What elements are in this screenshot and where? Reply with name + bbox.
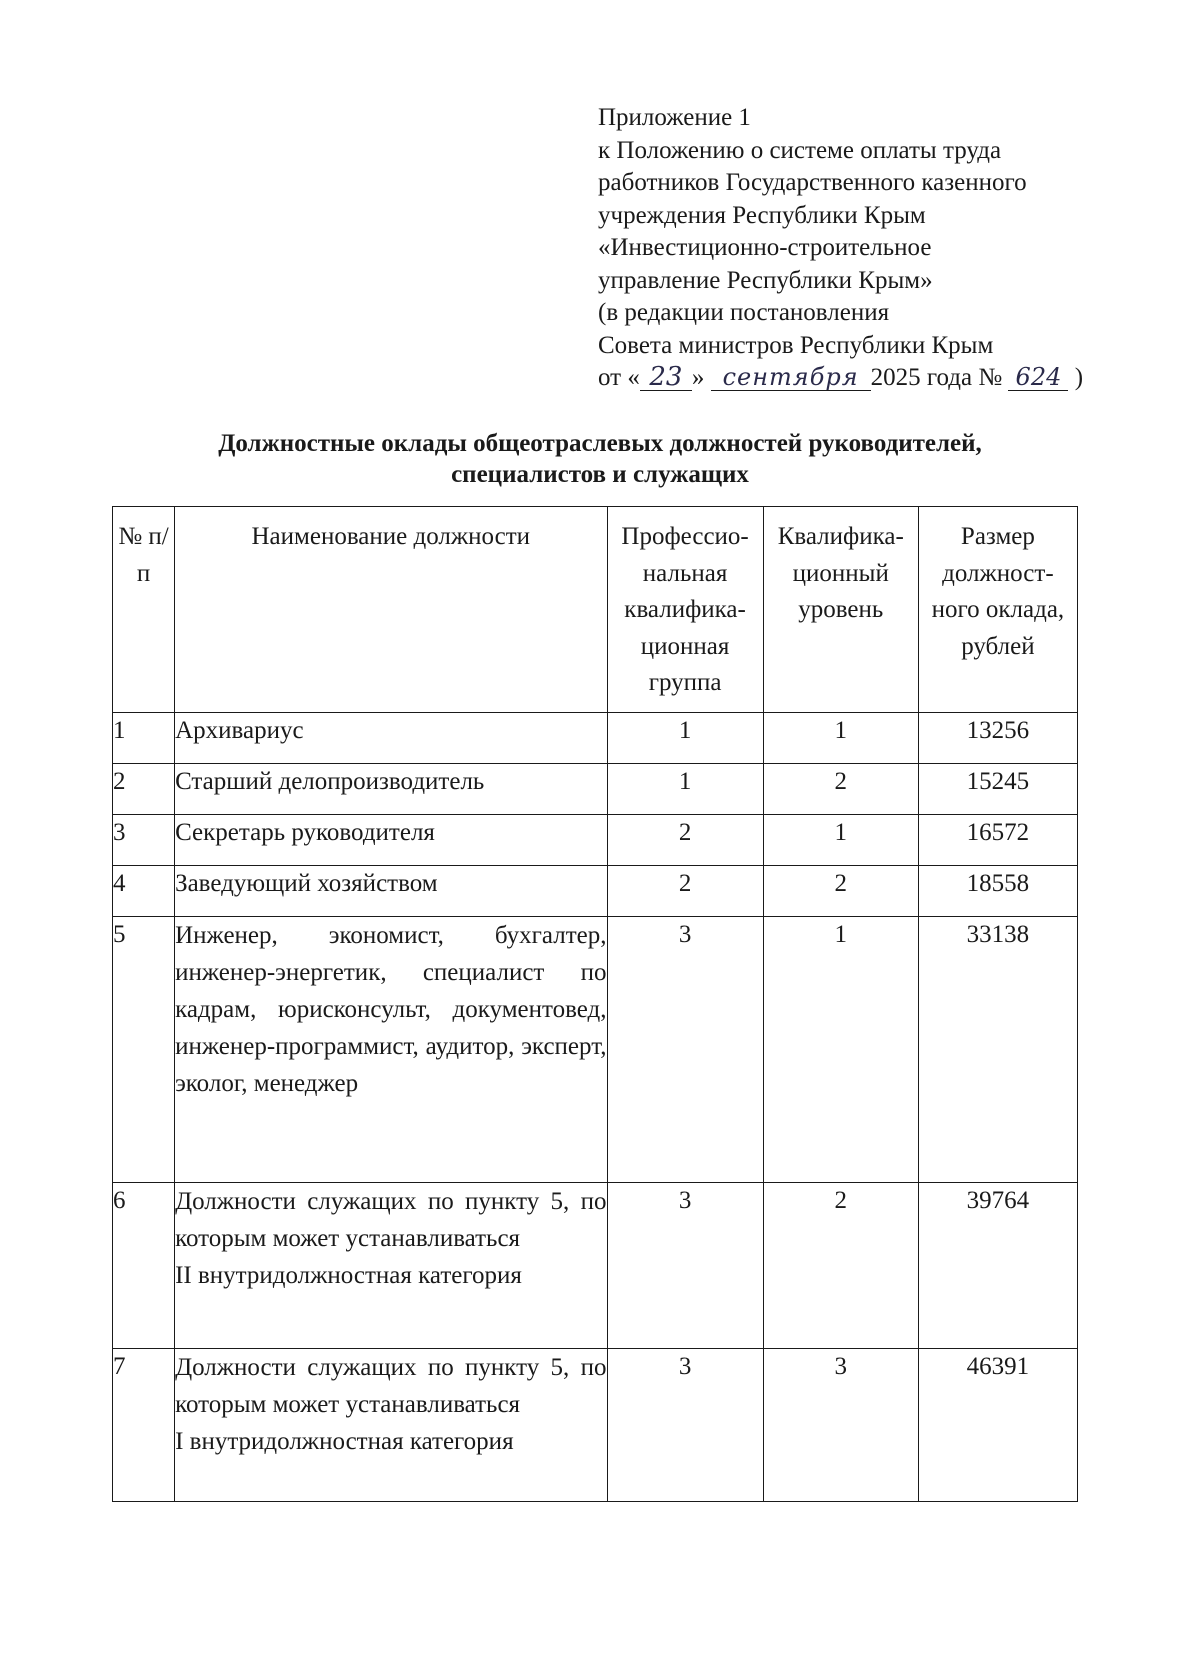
- header-level-label: Квалифика-ционный уровень: [777, 523, 904, 623]
- table-row: [113, 1183, 1078, 1349]
- cell-group: 3: [607, 1349, 763, 1502]
- resolution-date-line: [598, 362, 1118, 395]
- header-line: управление Республики Крым»: [598, 266, 933, 294]
- cell-name: Архивариус: [175, 713, 607, 764]
- cell-level: 3: [763, 1349, 918, 1502]
- cell-group: 1: [607, 764, 763, 815]
- cell-salary: 33138: [918, 917, 1077, 1183]
- cell-num: 7: [113, 1349, 175, 1502]
- salary-table: [112, 506, 1078, 1502]
- header-group-label: Профессио-нальная квалифика-ционная группа: [621, 523, 749, 696]
- cell-num: 4: [113, 866, 175, 917]
- cell-name-category: I внутридолжностная категория: [175, 1428, 514, 1455]
- cell-name: Секретарь руководителя: [175, 815, 607, 866]
- title-line-2: специалистов и служащих: [451, 461, 749, 488]
- date-prefix: от «: [598, 364, 640, 391]
- table-row: [113, 764, 1078, 815]
- cell-name-main: Должности служащих по пункту 5, по которым может устанавливаться: [175, 1188, 607, 1252]
- cell-num: 3: [113, 815, 175, 866]
- cell-group: 1: [607, 713, 763, 764]
- document-title: [110, 428, 1090, 490]
- cell-num: 6: [113, 1183, 175, 1349]
- title-line-1: Должностные оклады общеотраслевых должностей руководителей,: [218, 430, 982, 457]
- cell-level: 1: [763, 815, 918, 866]
- cell-num: 5: [113, 917, 175, 1183]
- table-row: [113, 815, 1078, 866]
- cell-group: 2: [607, 815, 763, 866]
- cell-salary: 16572: [918, 815, 1077, 866]
- cell-num: 1: [113, 713, 175, 764]
- cell-group: 2: [607, 866, 763, 917]
- cell-name: Старший делопроизводитель: [175, 764, 607, 815]
- header-num: [113, 507, 175, 713]
- table-row: [113, 1349, 1078, 1502]
- cell-group: 3: [607, 917, 763, 1183]
- cell-level: 1: [763, 917, 918, 1183]
- table-row: [113, 713, 1078, 764]
- handwritten-month: сентября: [711, 364, 871, 391]
- header-line: работников Государственного казенного: [598, 169, 1027, 196]
- handwritten-day: 23: [640, 364, 692, 391]
- header-name: [175, 507, 607, 713]
- handwritten-number: 624: [1008, 364, 1068, 391]
- cell-name: Инженер, экономист, бухгалтер, инженер-энергетик, специалист по кадрам, юрисконсульт, документовед, инженер-программист, аудитор, эксперт, эколог, менеджер: [175, 917, 607, 1183]
- header-line: к Положению о системе оплаты труда: [598, 136, 1002, 164]
- table-row: [113, 917, 1078, 1183]
- header-group: [607, 507, 763, 713]
- cell-level: 2: [763, 764, 918, 815]
- cell-salary: 18558: [918, 866, 1077, 917]
- cell-salary: 13256: [918, 713, 1077, 764]
- header-num-label: № п/п: [118, 523, 169, 587]
- header-salary-label: Размер должност-ного оклада, рублей: [931, 523, 1065, 660]
- cell-salary: 39764: [918, 1183, 1077, 1349]
- cell-salary: 15245: [918, 764, 1077, 815]
- cell-name: [175, 1183, 607, 1349]
- header-level: [763, 507, 918, 713]
- header-line: Приложение 1: [598, 104, 751, 131]
- cell-level: 2: [763, 1183, 918, 1349]
- cell-name: Заведующий хозяйством: [175, 866, 607, 917]
- cell-num: 2: [113, 764, 175, 815]
- appendix-header: [598, 102, 1118, 395]
- cell-name: [175, 1349, 607, 1502]
- cell-level: 1: [763, 713, 918, 764]
- cell-name-category: II внутридолжностная категория: [175, 1262, 522, 1289]
- cell-salary: 46391: [918, 1349, 1077, 1502]
- header-name-label: Наименование должности: [251, 523, 531, 550]
- date-year: 2025 года №: [870, 364, 1003, 391]
- header-line: «Инвестиционно-строительное: [598, 234, 932, 261]
- header-line: (в редакции постановления: [598, 299, 890, 326]
- cell-group: 3: [607, 1183, 763, 1349]
- date-separator: »: [691, 364, 705, 391]
- date-suffix: ): [1074, 364, 1084, 391]
- table-header-row: [113, 507, 1078, 713]
- table-row: [113, 866, 1078, 917]
- cell-name-main: Должности служащих по пункту 5, по которым может устанавливаться: [175, 1354, 607, 1418]
- header-line: учреждения Республики Крым: [598, 201, 926, 229]
- header-salary: [918, 507, 1077, 713]
- cell-level: 2: [763, 866, 918, 917]
- header-line: Совета министров Республики Крым: [598, 331, 994, 359]
